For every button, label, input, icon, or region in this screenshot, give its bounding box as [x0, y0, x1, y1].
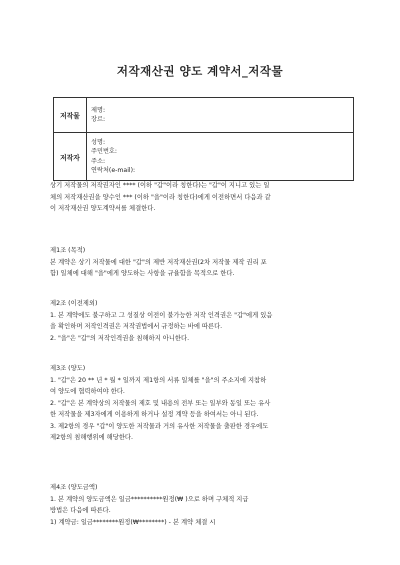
author-fields: [87, 133, 354, 181]
article-line: 1. 본 계약에도 불구하고 그 성질상 이전이 불가능한 저작 인격권은 "갑"에게 있음: [50, 311, 273, 319]
author-field: 주소:: [91, 157, 106, 165]
article-line: 2. "갑"은 본 계약상의 저작물의 제호 및 내용의 전부 또는 일부와 동일 또는 유사: [50, 399, 271, 407]
article-line: 방법은 다음에 따른다.: [50, 507, 111, 514]
work-field: 제명:: [91, 106, 106, 114]
work-label: 저작물: [54, 98, 87, 133]
article-1: [50, 245, 356, 280]
article-4: [50, 482, 356, 528]
article-line: 본 계약은 상기 저작물에 대한 "갑"의 제반 저작재산권(2차 저작물 제작 권리 포: [50, 258, 267, 266]
intro-paragraph: [50, 180, 356, 215]
article-heading: 제1조 (목적): [50, 247, 86, 254]
article-line: 1. 본 계약의 양도금액은 일금**********원정(₩ )으로 하며 구체적 지급: [50, 495, 249, 503]
info-table: [53, 97, 354, 181]
author-label: 저작자: [54, 133, 87, 181]
work-fields: [87, 98, 354, 133]
article-line: 을 확인하며 저작인격권은 저작권법에서 규정하는 바에 따른다.: [50, 323, 223, 330]
article-2: [50, 298, 356, 344]
author-field: 성명:: [91, 138, 106, 146]
article-line: 3. 제2항의 경우 "갑"이 양도한 저작물과 거의 유사한 저작물을 출판한 경우에도: [50, 422, 269, 430]
article-line: 함) 일체에 대해 "을"에게 양도하는 사항을 규율함을 목적으로 한다.: [50, 270, 235, 277]
article-heading: 제2조 (이전제외): [50, 300, 98, 307]
article-line: 1) 계약금: 일금********원정(₩********) - 본 계약 체결 시: [50, 518, 216, 526]
article-line: 2. "을"은 "갑"의 저작인격권을 침해하지 아니한다.: [50, 334, 190, 342]
author-field: 연락처(e-mail):: [91, 166, 136, 174]
article-heading: 제3조 (양도): [50, 365, 86, 372]
article-line: 제2항의 침해행위에 해당한다.: [50, 434, 134, 441]
intro-line: 이 저작재산권 양도계약서를 체결한다.: [50, 205, 156, 212]
article-line: 여 양도에 협력하여야 한다.: [50, 388, 125, 395]
work-field: 장르:: [91, 116, 106, 123]
article-heading: 제4조 (양도금액): [50, 484, 98, 491]
author-row: [54, 133, 354, 181]
article-line: 1. "갑"은 20 ** 년 * 월 * 일까지 제1항의 서류 일체를 "을"의 주소지에 지참하: [50, 376, 267, 384]
article-line: 한 저작물을 제3자에게 이용하게 하거나 설정 계약 등을 하여서는 아니 된다.: [50, 411, 259, 418]
author-field: 주민번호:: [91, 148, 117, 156]
article-3: [50, 363, 356, 444]
document-title: 저작재산권 양도 계약서_저작물: [116, 64, 284, 78]
work-row: [54, 98, 354, 133]
intro-line: 체의 저작재산권을 양수인 *** (이하 "을"이라 칭한다)에게 이전하면서 다음과 같: [50, 193, 271, 201]
intro-line: 상기 저작물의 저작권자인 **** (이하 "갑"이라 칭한다)는 "갑"이 지니고 있는 일: [50, 182, 270, 189]
